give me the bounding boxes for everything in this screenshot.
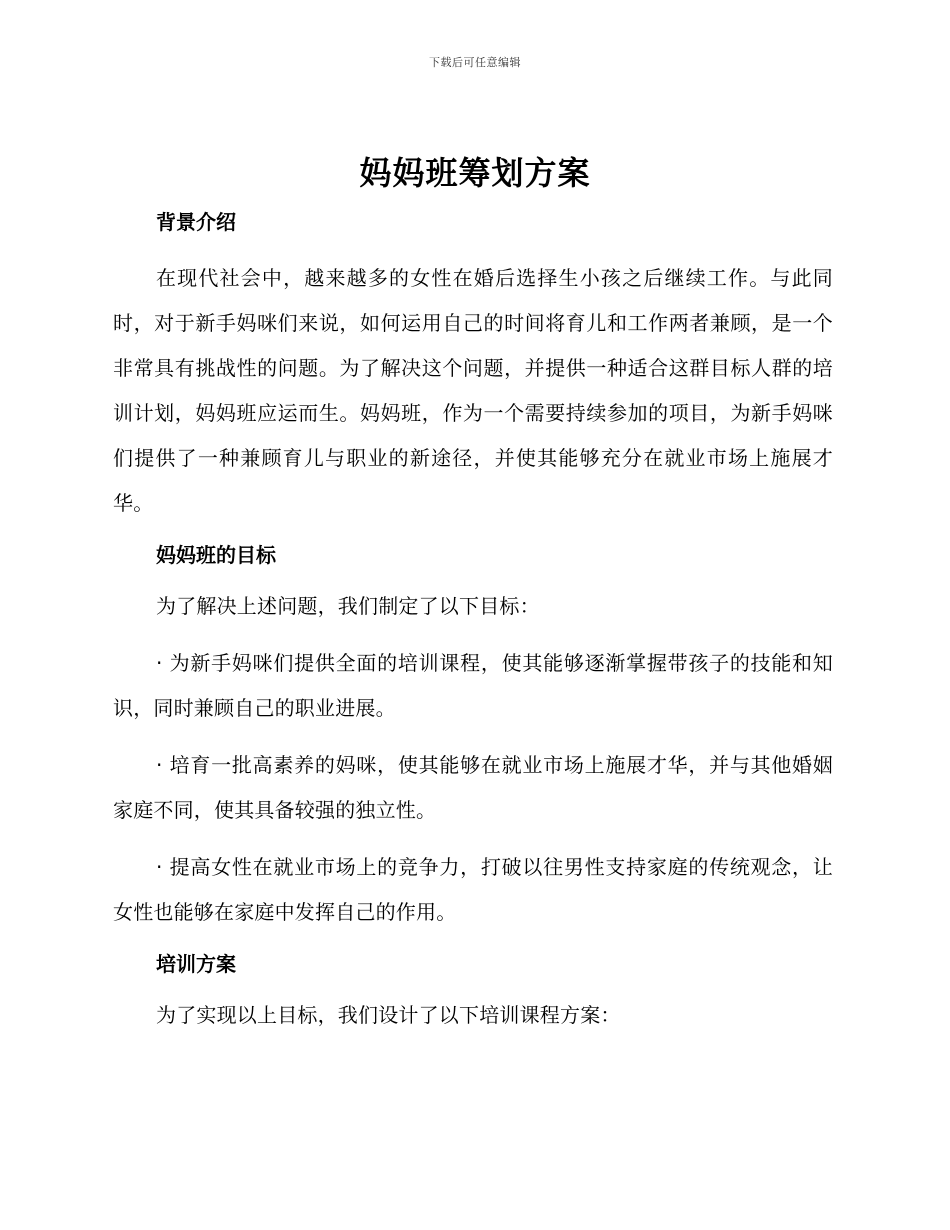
section-heading-goals: 妈妈班的目标 [156, 543, 276, 567]
section-heading-background: 背景介绍 [156, 210, 236, 234]
paragraph-training-intro: 为了实现以上目标，我们设计了以下培训课程方案： [156, 1003, 621, 1027]
document-title: 妈妈班筹划方案 [359, 154, 591, 192]
paragraph-goal-1: · 为新手妈咪们提供全面的培训课程，使其能够逐渐掌握带孩子的技能和知识，同时兼顾自己的职业进展。 [113, 651, 833, 720]
paragraph-goals-intro: 为了解决上述问题，我们制定了以下目标： [156, 594, 540, 618]
paragraph-background: 在现代社会中，越来越多的女性在婚后选择生小孩之后继续工作。与此同时，对于新手妈咪们来说，如何运用自己的时间将育儿和工作两者兼顾，是一个非常具有挑战性的问题。为了解决这个问题，并提供一种适合这群目标人群的培训计划，妈妈班应运而生。妈妈班，作为一个需要持续参加的项目，为新手妈咪们提供了一种兼顾育儿与职业的新途径，并使其能够充分在就业市场上施展才华。 [113, 266, 833, 515]
paragraph-goal-2: · 培育一批高素养的妈咪，使其能够在就业市场上施展才华，并与其他婚姻家庭不同，使其具备较强的独立性。 [113, 753, 833, 822]
paragraph-goal-3: · 提高女性在就业市场上的竞争力，打破以往男性支持家庭的传统观念，让女性也能够在家庭中发挥自己的作用。 [113, 855, 833, 924]
document-body [113, 205, 833, 1038]
section-heading-training: 培训方案 [156, 952, 236, 976]
header-note: 下载后可任意编辑 [429, 56, 521, 69]
